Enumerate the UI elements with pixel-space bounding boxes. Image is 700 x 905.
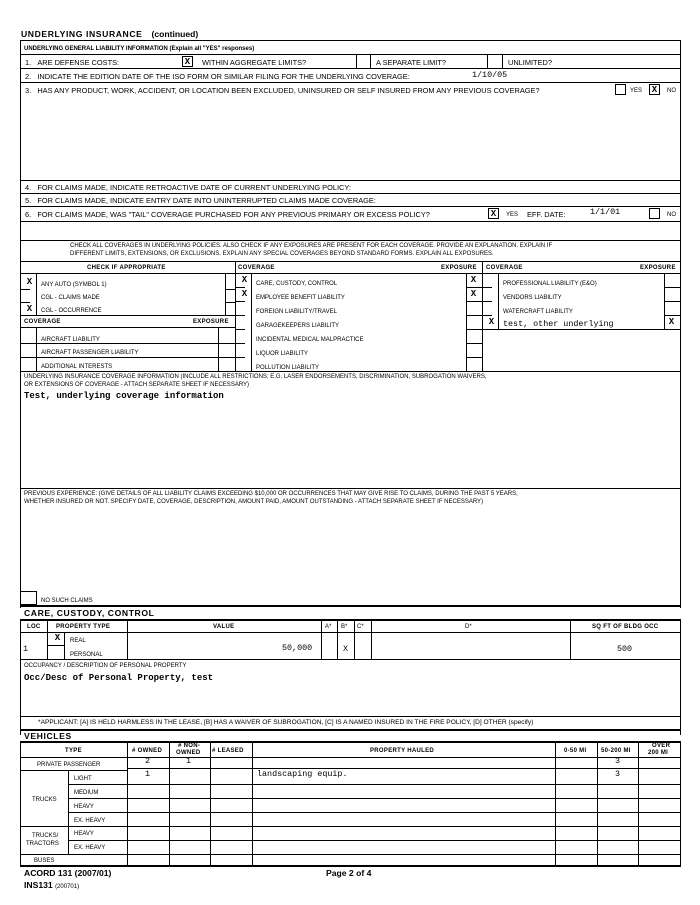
col2-check-4[interactable] [239,331,250,342]
ccc-c-header: C* [357,624,364,630]
page-number: Page 2 of 4 [326,868,372,878]
vehicles-title: VEHICLES [24,731,72,741]
veh-tractors-label-2: TRACTORS [26,841,59,847]
ccc-a-header: A* [325,624,332,630]
q3-no-checkbox[interactable]: X [649,84,660,95]
col2-label-1: EMPLOYEE BENEFIT LIABILITY [256,295,345,301]
occupancy-label: OCCUPANCY / DESCRIPTION OF PERSONAL PROPERTY [24,663,187,669]
underlying-info-value[interactable]: Test, underlying coverage information [24,391,224,401]
col3-label-3[interactable]: test, other underlying [503,319,614,329]
col3-check-0[interactable] [486,275,497,286]
col2-exposure-6[interactable] [468,359,479,370]
col2-label-4: INCIDENTAL MEDICAL MALPRACTICE [256,337,364,343]
no-such-claims-checkbox[interactable] [20,591,37,605]
veh-truck-label-1: MEDIUM [74,790,99,796]
ins-id: INS131 (200701) [24,880,80,890]
veh-truck-r2-0[interactable]: 3 [615,769,621,779]
q6-eff-date[interactable]: 1/1/01 [590,207,621,217]
veh-hauled-header: PROPERTY HAULED [370,748,435,754]
q3-yes-label: YES [630,88,643,94]
col2-exposure-header: EXPOSURE [441,265,477,271]
q2-label: 2. INDICATE THE EDITION DATE OF THE ISO FORM OR SIMILAR FILING FOR THE UNDERLYING COVERAGE: [25,72,410,81]
col3-label-2: WATERCRAFT LIABILITY [503,309,573,315]
veh-nonowned-header-2: OWNED [176,750,201,756]
col2-exposure-0[interactable]: X [470,275,477,285]
aircraft-passenger-label: AIRCRAFT PASSENGER LIABILITY [41,350,139,356]
ccc-loc-header: LOC [27,624,41,630]
veh-tractors-label-1: TRUCKS/ [32,833,59,839]
cgl-claims-checkbox[interactable] [24,291,35,302]
veh-tractor-label-0: HEAVY [74,831,94,837]
veh-truck-hauled-0[interactable]: landscaping equip. [257,769,348,779]
col2-check-2[interactable] [239,303,250,314]
ccc-real-checkbox[interactable]: X [54,633,61,643]
col1-header: CHECK IF APPROPRIATE [87,265,166,271]
veh-r1-header: 0-50 MI [564,748,587,754]
form-id: ACORD 131 (2007/01) [24,868,112,878]
underlying-info-label-2: OR EXTENSIONS OF COVERAGE - ATTACH SEPARATE SHEET IF NECESSARY) [24,382,250,388]
ccc-real-label: REAL [70,638,86,644]
any-auto-label: ANY AUTO (SYMBOL 1) [41,282,107,288]
col3-check-1[interactable] [486,289,497,300]
section-title: UNDERLYING INSURANCE (continued) [21,29,199,39]
col3-exposure-0[interactable] [666,275,677,286]
ccc-value-header: VALUE [213,624,235,630]
q1-unlimited-label: UNLIMITED? [508,58,552,67]
veh-truck-label-2: HEAVY [74,804,94,810]
ccc-d-header: D* [465,624,472,630]
col2-check-0[interactable]: X [241,275,248,285]
cgl-claims-label: CGL - CLAIMS MADE [41,295,100,301]
veh-trucks-label: TRUCKS [32,797,57,803]
col3-check-3[interactable]: X [488,317,495,327]
ccc-ptype-header: PROPERTY TYPE [56,624,111,630]
veh-private-owned[interactable]: 2 [145,756,151,766]
q6-eff-label: EFF. DATE: [527,210,566,219]
veh-truck-label-3: EX. HEAVY [74,818,106,824]
col3-coverage-header: COVERAGE [486,265,523,271]
ccc-title: CARE, CUSTODY, CONTROL [24,608,155,618]
q1-within-checkbox[interactable]: X [182,56,193,67]
veh-private-label: PRIVATE PASSENGER [37,762,101,768]
col3-label-0: PROFESSIONAL LIABILITY (E&O) [503,281,597,287]
col2-check-1[interactable]: X [241,289,248,299]
cgl-occurrence-checkbox[interactable]: X [26,304,33,314]
col2-check-5[interactable] [239,345,250,356]
col2-check-6[interactable] [239,359,250,370]
col2-exposure-2[interactable] [468,303,479,314]
underlying-info-label-1: UNDERLYING INSURANCE COVERAGE INFORMATION (INCLUDE ALL RESTRICTIONS; E.G. LASER ENDORSEMENTS, DISCRIMINATION, SUBROGATION WAIVERS, [24,374,487,380]
q1-separate-label: A SEPARATE LIMIT? [376,58,446,67]
q1-within-label: WITHIN AGGREGATE LIMITS? [202,58,307,67]
col3-check-2[interactable] [486,303,497,314]
ccc-loc-value[interactable]: 1 [23,644,29,654]
q6-yes-checkbox[interactable]: X [488,208,499,219]
cgl-occurrence-label: CGL - OCCURRENCE [41,308,102,314]
veh-leased-header: # LEASED [212,748,244,754]
veh-truck-label-0: LIGHT [74,776,92,782]
veh-owned-header: # OWNED [132,748,163,754]
veh-tractor-label-1: EX. HEAVY [74,845,106,851]
q2-edition-date[interactable]: 1/10/05 [472,70,508,80]
col2-label-0: CARE, CUSTODY, CONTROL [256,281,338,287]
ccc-value[interactable]: 50,000 [282,643,313,653]
coverage-instructions-1: CHECK ALL COVERAGES IN UNDERLYING POLICIES. ALSO CHECK IF ANY EXPOSURES ARE PRESENT FOR EACH COVERAGE. PROVIDE AN EXPLANATION. EXPLAIN IF [70,243,553,249]
veh-r2-header: 50-200 MI [601,748,631,754]
additional-interests-label: ADDITIONAL INTERESTS [41,364,113,370]
veh-buses-label: BUSES [34,858,55,864]
col2-label-3: GARAGEKEEPERS LIABILITY [256,323,340,329]
col2-check-3[interactable] [239,317,250,328]
applicant-note: *APPLICANT: [A] IS HELD HARMLESS IN THE LEASE, [B] HAS A WAIVER OF SUBROGATION, [C] IS A NAMED INSURED IN THE FIRE POLICY, [D] OTHER (specify) [38,719,534,726]
veh-private-r2[interactable]: 3 [615,756,621,766]
col3-label-1: VENDORS LIABILITY [503,295,562,301]
ccc-b-mark[interactable]: X [343,644,349,654]
aircraft-liability-label: AIRCRAFT LIABILITY [41,337,100,343]
col2-exposure-5[interactable] [468,345,479,356]
q6-yes-label: YES [506,212,519,218]
prev-exp-label-2: WHETHER INSURED OR NOT. SPECIFY DATE, COVERAGE, DESCRIPTION, AMOUNT PAID, AMOUNT OUTSTANDING - ATTACH SEPARATE SHEET IF NECESSARY) [24,499,484,505]
col3-exposure-header: EXPOSURE [640,265,676,271]
q6-label: 6. FOR CLAIMS MADE, WAS "TAIL" COVERAGE PURCHASED FOR ANY PREVIOUS PRIMARY OR EXCESS POLICY? [25,210,430,219]
gl-section-label: UNDERLYING GENERAL LIABILITY INFORMATION (Explain all "YES" responses) [24,46,255,52]
veh-private-nonowned[interactable]: 1 [186,756,192,766]
ccc-b-header: B* [341,624,348,630]
occupancy-value[interactable]: Occ/Desc of Personal Property, test [24,673,214,683]
coverage-instructions-2: DIFFERENT LIMITS, EXTENSIONS, OR EXCLUSIONS. EXPLAIN ANY SPECIAL COVERAGES BEYOND STANDARD FORMS. EXPLAIN ALL EXPOSURES. [70,251,494,257]
q3-no-label: NO [667,88,676,94]
col1-coverage-header: COVERAGE [24,319,61,325]
veh-truck-owned-0[interactable]: 1 [145,769,151,779]
q1-label: 1. ARE DEFENSE COSTS: [25,58,120,67]
col1-exposure-header: EXPOSURE [193,319,229,325]
veh-r3-header-1: OVER [652,743,671,749]
col2-exposure-3[interactable] [468,317,479,328]
q6-no-label: NO [667,212,676,218]
col3-exposure-3[interactable]: X [668,317,675,327]
ccc-sqft-value[interactable]: 500 [617,644,633,654]
veh-type-header: TYPE [65,748,82,754]
ccc-personal-label: PERSONAL [70,652,103,658]
veh-nonowned-header-1: # NON- [178,743,201,749]
q3-yes-checkbox[interactable] [615,84,626,95]
q6-no-checkbox[interactable] [649,208,660,219]
prev-exp-label-1: PREVIOUS EXPERIENCE: (GIVE DETAILS OF ALL LIABILITY CLAIMS EXCEEDING $10,000 OR OCCURRENCES THAT MAY GIVE RISE TO CLAIMS, DURING THE PAST 5 YEARS, [24,491,518,497]
q5-label: 5. FOR CLAIMS MADE, INDICATE ENTRY DATE INTO UNINTERRUPTED CLAIMS MADE COVERAGE: [25,196,376,205]
col3-exposure-2[interactable] [666,303,677,314]
col2-label-2: FOREIGN LIABILITY/TRAVEL [256,309,337,315]
col2-exposure-4[interactable] [468,331,479,342]
any-auto-checkbox[interactable]: X [26,277,33,287]
no-such-claims-label: NO SUCH CLAIMS [41,598,93,604]
veh-r3-header-2: 200 MI [648,750,669,756]
q3-label: 3. HAS ANY PRODUCT, WORK, ACCIDENT, OR LOCATION BEEN EXCLUDED, UNINSURED OR SELF INSURED FROM ANY PREVIOUS COVERAGE? [25,86,540,95]
col2-exposure-1[interactable]: X [470,289,477,299]
ccc-sqft-header: SQ FT OF BLDG OCC [592,624,659,630]
col2-label-5: LIQUOR LIABILITY [256,351,309,357]
q4-label: 4. FOR CLAIMS MADE, INDICATE RETROACTIVE DATE OF CURRENT UNDERLYING POLICY: [25,183,351,192]
col3-exposure-1[interactable] [666,289,677,300]
col2-coverage-header: COVERAGE [238,265,275,271]
col2-label-6: POLLUTION LIABILITY [256,365,320,371]
